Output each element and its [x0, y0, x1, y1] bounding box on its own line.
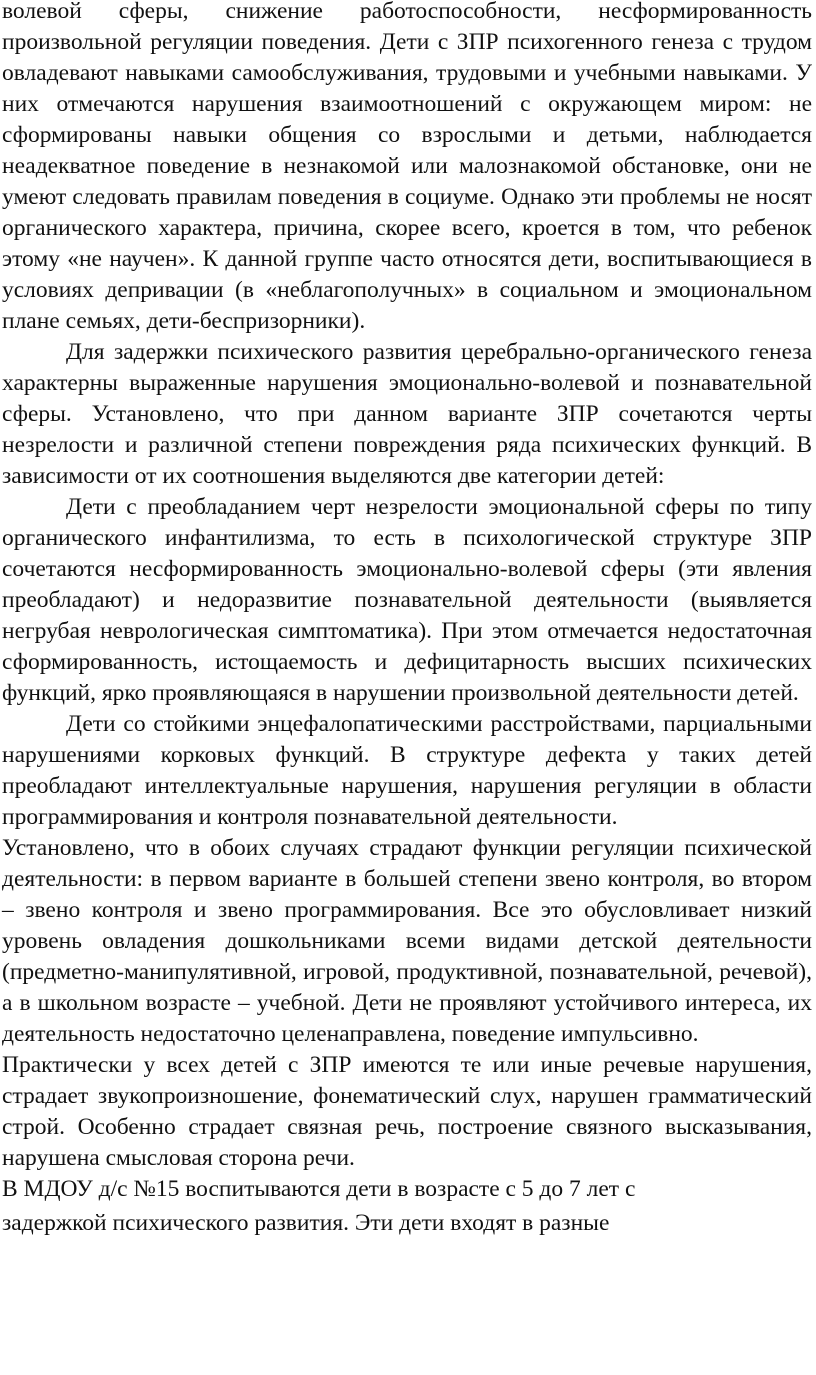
- paragraph-speech-disorders: Практически у всех детей с ЗПР имеются те или иные речевые нарушения, страдает звукопроизношение, фонематический слух, нарушен грамматический строй. Особенно страдает связная речь, построение связного высказывания, нарушена смысловая сторона речи.: [2, 1052, 812, 1171]
- paragraph-cerebral-organic: Для задержки психического развития церебрально-органического генеза характерны выраженные нарушения эмоционально-волевой и познавательной сферы. Установлено, что при данном варианте ЗПР сочетаются черты незрелости и различной степени повреждения ряда психических функций. В зависимости от их соотношения выделяются две категории детей:: [2, 339, 812, 489]
- paragraph-emotional-volitional: волевой сферы, снижение работоспособности, несформированность произвольной регуляции поведения. Дети с ЗПР психогенного генеза с трудом овладевают навыками самообслуживания, трудовыми и учебными навыками. У них отмечаются нарушения взаимоотношений с окружающем миром: не сформированы навыки общения со взрослыми и детьми, наблюдается неадекватное поведение в незнакомой или малознакомой обстановке, они не умеют следовать правилам поведения в социуме. Однако эти проблемы не носят органического характера, причина, скорее всего, кроется в том, что ребенок этому «не научен». К данной группе часто относятся дети, воспитывающиеся в условиях депривации (в «неблагополучных» в социальном и эмоциональном плане семьях, дети-беспризорники).: [2, 0, 812, 334]
- paragraph-regulation: Установлено, что в обоих случаях страдают функции регуляции психической деятельности: в первом варианте в большей степени звено контроля, во втором – звено контроля и звено программирования. Все это обусловливает низкий уровень овладения дошкольниками всеми видами детской деятельности (предметно-манипулятивной, игровой, продуктивной, познавательной, речевой), а в школьном возрасте – учебной. Дети не проявляют устойчивого интереса, их деятельность недостаточно целенаправлена, поведение импульсивно.: [2, 835, 812, 1047]
- paragraph-organic-infantilism: Дети с преобладанием черт незрелости эмоциональной сферы по типу органического инфантилизма, то есть в психологической структуре ЗПР сочетаются несформированность эмоционально-волевой сферы (эти явления преобладают) и недоразвитие познавательной деятельности (выявляется негрубая неврологическая симптоматика). При этом отмечается недостаточная сформированность, истощаемость и дефицитарность высших психических функций, ярко проявляющаяся в нарушении произвольной деятельности детей.: [2, 494, 812, 706]
- paragraph-mdou-line-1: В МДОУ д/с №15 воспитываются дети в возрасте с 5 до 7 лет с: [2, 1176, 636, 1202]
- paragraph-mdou: [2, 1174, 812, 1240]
- paragraph-mdou-line-2: задержкой психического развития. Эти дети входят в разные: [2, 1210, 610, 1236]
- paragraph-encephalopathic: Дети со стойкими энцефалопатическими расстройствами, парциальными нарушениями корковых функций. В структуре дефекта у таких детей преобладают интеллектуальные нарушения, нарушения регуляции в области программирования и контроля познавательной деятельности.: [2, 711, 812, 830]
